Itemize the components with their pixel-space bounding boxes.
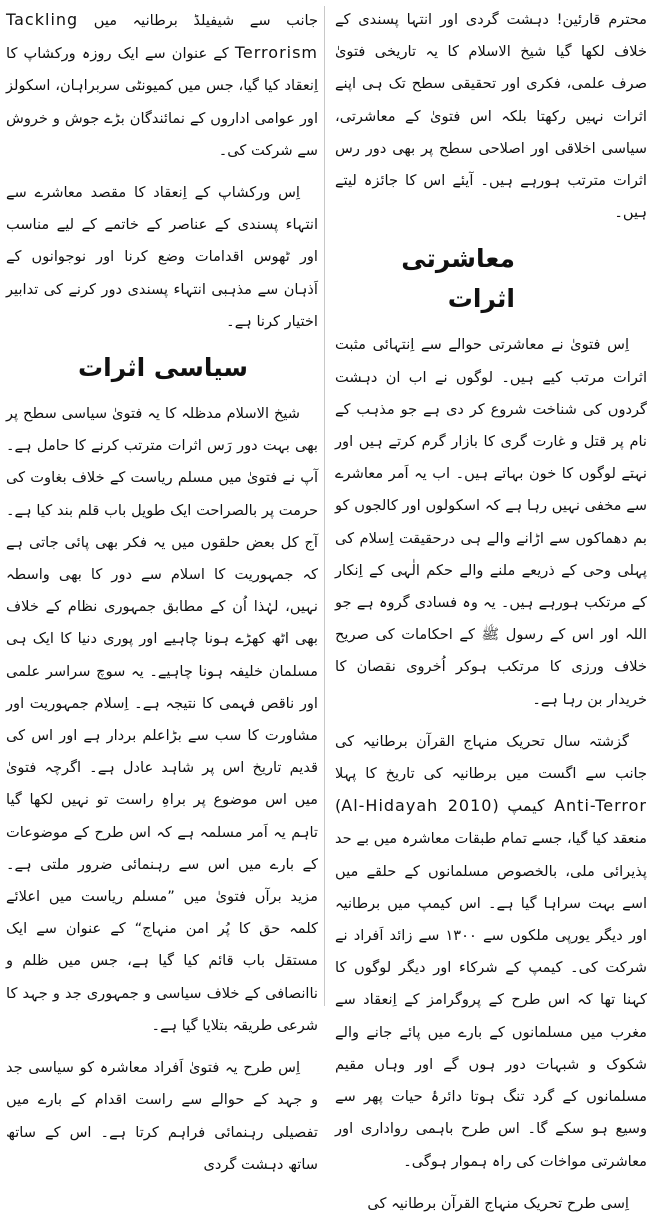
camp-text-start: گزشتہ سال تحریک منہاج القرآن برطانیہ کی جانب سے اگست میں برطانیہ کی تاریخ کا پہلا xyxy=(335,732,647,783)
right-column xyxy=(335,4,647,1230)
camp-name: Anti-Terror کیمپ (Al-Hidayah 2010) xyxy=(335,796,647,816)
camp-text-end: منعقد کیا گیا، جسے تمام طبقات معاشرہ میں بے حد پذیرائی ملی، بالخصوص مسلمانوں کے حلقے میں اسے بہت سراہا گیا ہے۔ اس کیمپ میں برطانیہ اور دیگر یورپی ملکوں سے ۱۳۰۰ سے زائد اَفراد نے شرکت کی۔ کیمپ کے شرکاء اور دیگر لوگوں کا کہنا تھا کہ اس طرح کے پروگرامز کے اِنعقاد سے مغرب میں مسلمانوں کے بارے میں پائے جانے والے شکوک و شبہات دور ہوں گے اور وہاں مقیم مسلمانوں کے گرد تنگ ہوتا دائرۂ حیات پھر سے وسیع ہو سکے گا۔ اس طرح باہمی رواداری اور معاشرتی مواخات کی راہ ہموار ہوگی۔ xyxy=(335,830,647,1170)
political-guidance-paragraph: اِس طرح یہ فتویٰ اَفراد معاشرہ کو سیاسی جد و جہد کے حوالے سے راست اقدام کے بارے میں تفصیلی رہنمائی فراہم کرتا ہے۔ اس کے ساتھ ساتھ دہشت گردی xyxy=(6,1059,318,1173)
heading-political-effects: سیاسی اثرات xyxy=(78,353,248,383)
social-effects-paragraph: اِس فتویٰ نے معاشرتی حوالے سے اِنتہائی مثبت اثرات مرتب کیے ہیں۔ لوگوں نے اب ان دہشت گردوں کی شناخت شروع کر دی ہے جو مذہب کے نام پر قتل و غارت گری کا بازار گرم کرتے ہیں اور نہتے لوگوں کا خون بہاتے ہیں۔ اب یہ اَمر معاشرے سے مخفی نہیں رہا ہے کہ اسکولوں اور کالجوں کو بم دھماکوں سے اڑانے والے ہی درحقیقت اِسلام کی پہلی وحی کے ذریعے ملنے والے حکم الٰہی کے اِنکار کے مرتکب ہورہے ہیں۔ یہ وہ فسادی گروہ ہے جو اللہ اور اس کے رسول ﷺ کے احکامات کی صریح خلاف ورزی کا مرتکب ہوکر اُخروی نقصان کا خریدار بن رہا ہے۔ xyxy=(335,336,647,708)
camp-paragraph xyxy=(335,726,647,1178)
heading-social-effects: معاشرتی اثرات xyxy=(401,244,515,314)
column-divider xyxy=(324,6,325,1006)
workshop-paragraph xyxy=(6,4,318,167)
political-effects-paragraph: شیخ الاسلام مدظلہ کا یہ فتویٰ سیاسی سطح پر بھی بہت دور رَس اثرات مترتب کرنے کا حامل ہے۔ آپ نے فتویٰ میں مسلم ریاست کے خلاف بغاوت کی حرمت پر بالصراحت ایک طویل باب قلم بند کیا ہے۔ آج کل بعض حلقوں میں یہ فکر بھی پائی جاتی ہے کہ جمہوریت کا اسلام سے دور کا بھی واسطہ نہیں، لہٰذا اُن کے مطابق جمہوری نظام کے خلاف بھی اٹھ کھڑے ہونا چاہیے اور پوری دنیا کا ایک ہی مسلمان خلیفہ ہونا چاہیے۔ یہ سوچ سراسر علمی اور ناقص فہمی کا نتیجہ ہے۔ اِسلام جمہوریت اور مشاورت کا سب سے بڑاعلم بردار ہے اور اس کی قدیم تاریخ اس پر شاہد عادل ہے۔ اگرچہ فتویٰ میں اس موضوع پر براہِ راست تو نہیں لکھا گیا تاہم یہ اَمر مسلمہ ہے کہ اس طرح کے موضوعات کے بارے میں اس سے رہنمائی ضرور ملتی ہے۔ مزید برآں فتویٰ میں ”مسلم ریاست میں اعلائے کلمہ حق کا پُر امن منہاج“ کے عنوان سے ایک مستقل باب قائم کیا گیا ہے، جس میں ظلم و ناانصافی کے خلاف سیاسی و جمہوری جد و جہد کا شرعی طریقہ بتلایا گیا ہے۔ xyxy=(6,405,318,1034)
workshop-text-start: جانب سے شیفیلڈ برطانیہ میں xyxy=(93,12,318,29)
continuation-paragraph: اِسی طرح تحریک منہاج القرآن برطانیہ کی xyxy=(367,1194,629,1212)
intro-paragraph: محترم قارئین! دہشت گردی اور انتہا پسندی کے خلاف لکھا گیا شیخ الاسلام کا یہ تاریخی فتویٰ صرف علمی، فکری اور تحقیقی سطح تک ہی اپنے اثرات نہیں رکھتا بلکہ اس فتویٰ کے معاشرتی، سیاسی اخلاقی اور اصلاحی سطح پر بھی دور رس اثرات مترتب ہورہے ہیں۔ آیئے اس کا جائزہ لیتے ہیں۔ xyxy=(335,11,647,222)
workshop-text-end: کے عنوان سے ایک روزہ ورکشاپ کا اِنعقاد کیا گیا، جس میں کمیونٹی سربراہان، اسکولز اور عوامی اداروں کے نمائندگان بڑے جوش و خروش سے شرکت کی۔ xyxy=(6,45,318,159)
workshop-title: Tackling Terrorism xyxy=(6,10,319,63)
workshop-purpose-paragraph: اِس ورکشاپ کے اِنعقاد کا مقصد معاشرے سے انتہاء پسندی کے عناصر کے خاتمے کے لیے مناسب اور ٹھوس اقدامات وضع کرنا اور نوجوانوں کے اَذہان سے مذہبی انتہاء پسندی دور کرنے کی تدابیر اختیار کرنا ہے۔ xyxy=(6,184,318,330)
